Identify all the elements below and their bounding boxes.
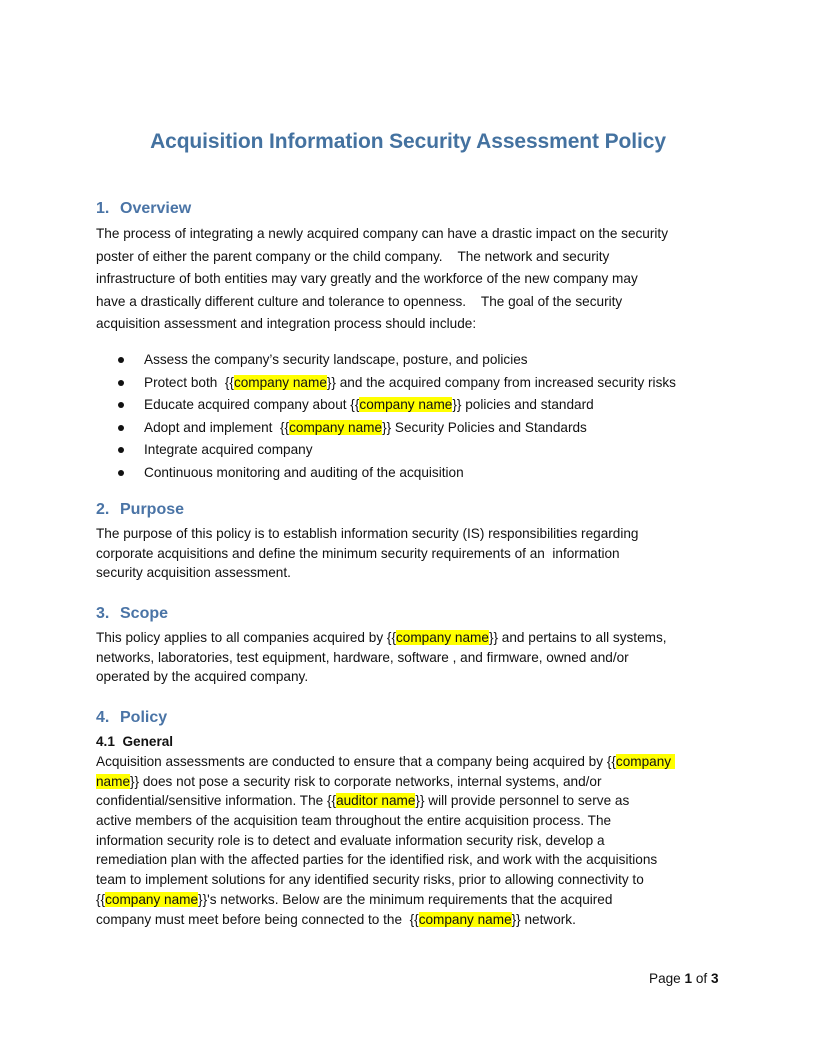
text-run: }} does not pose a security risk to corporate networks, internal systems, and/or xyxy=(130,773,602,789)
page-number-footer xyxy=(649,971,719,986)
list-item-text: Protect both {{ xyxy=(144,374,234,390)
bullet-icon xyxy=(118,470,124,476)
text-run: }} and pertains to all systems, xyxy=(488,630,667,645)
placeholder-highlight: company name xyxy=(396,630,489,645)
scope-paragraph xyxy=(96,628,726,687)
bullet-icon xyxy=(118,402,124,408)
text-line xyxy=(96,791,726,811)
placeholder-highlight: company name xyxy=(359,397,453,412)
list-item-text: }} policies and standard xyxy=(452,397,594,412)
overview-paragraph xyxy=(96,223,726,336)
text-run: company must meet before being connected to the {{ xyxy=(96,911,419,927)
section-number: 4. xyxy=(96,709,110,726)
of-label: of xyxy=(692,971,711,986)
placeholder-highlight: company name xyxy=(418,911,512,927)
list-item-text: Continuous monitoring and auditing of the acquisition xyxy=(144,464,464,480)
placeholder-highlight: company name xyxy=(289,419,383,435)
bullet-icon xyxy=(118,380,124,386)
bullet-icon xyxy=(118,447,124,453)
text-line: have a drastically different culture and tolerance to openness. The goal of the security xyxy=(96,293,623,309)
placeholder-highlight: company name xyxy=(233,374,327,390)
text-line: team to implement solutions for any identified security risks, prior to allowing connectivity to xyxy=(96,872,644,888)
bullet-icon xyxy=(118,357,124,363)
text-line: information security role is to detect and evaluate information security risk, develop a xyxy=(96,832,605,848)
text-line xyxy=(96,772,726,792)
text-line: active members of the acquisition team throughout the entire acquisition process. The xyxy=(96,813,612,829)
text-run: }}'s networks. Below are the minimum requirements that the acquired xyxy=(198,891,613,907)
list-item-text: Educate acquired company about {{ xyxy=(144,397,360,412)
text-line: The process of integrating a newly acquired company can have a drastic impact on the security xyxy=(96,226,668,241)
bullet-icon xyxy=(118,425,124,431)
page-label: Page xyxy=(649,971,685,986)
list-item-text: }} Security Policies and Standards xyxy=(382,419,587,435)
list-item-text: Adopt and implement {{ xyxy=(144,419,290,435)
subsection-heading-general: 4.1 General xyxy=(96,734,174,749)
text-run: Acquisition assessments are conducted to ensure that a company being acquired by {{ xyxy=(96,754,616,769)
placeholder-highlight: auditor name xyxy=(336,793,416,809)
section-title: Overview xyxy=(120,200,192,217)
section-heading-purpose xyxy=(96,501,184,519)
text-run: }} network. xyxy=(511,911,576,927)
text-line: operated by the acquired company. xyxy=(96,669,309,685)
section-number: 2. xyxy=(96,501,110,518)
placeholder-highlight: company xyxy=(615,754,675,769)
current-page: 1 xyxy=(684,971,693,986)
section-number: 1. xyxy=(96,200,110,217)
document-title: Acquisition Information Security Assessment Policy xyxy=(150,130,666,153)
section-heading-overview xyxy=(96,200,191,218)
placeholder-highlight: company name xyxy=(105,891,199,907)
section-heading-scope xyxy=(96,605,168,623)
list-item-text: Assess the company’s security landscape, posture, and policies xyxy=(144,352,528,367)
text-line: acquisition assessment and integration process should include: xyxy=(96,316,477,331)
section-title: Policy xyxy=(120,709,168,726)
text-line: poster of either the parent company or the child company. The network and security xyxy=(96,248,610,264)
text-line xyxy=(96,628,726,648)
text-line xyxy=(96,910,726,930)
text-line xyxy=(96,752,726,772)
policy-general-paragraph xyxy=(96,752,726,929)
text-run: {{ xyxy=(96,891,106,907)
list-item-text: }} and the acquired company from increased security risks xyxy=(326,374,676,390)
text-line: corporate acquisitions and define the minimum security requirements of an information xyxy=(96,545,620,561)
text-line: networks, laboratories, test equipment, hardware, software , and firmware, owned and/or xyxy=(96,649,629,665)
text-run: }} will provide personnel to serve as xyxy=(415,793,630,809)
section-number: 3. xyxy=(96,605,110,622)
section-title: Scope xyxy=(120,605,169,622)
purpose-paragraph xyxy=(96,524,726,583)
placeholder-highlight: name xyxy=(96,773,131,789)
text-run: confidential/sensitive information. The {{ xyxy=(96,793,337,809)
text-line: remediation plan with the affected parties for the identified risk, and work with the acquisitions xyxy=(96,852,658,868)
text-run: This policy applies to all companies acquired by {{ xyxy=(96,630,396,645)
text-line: The purpose of this policy is to establish information security (IS) responsibilities regarding xyxy=(96,526,639,541)
total-pages: 3 xyxy=(710,971,719,986)
section-title: Purpose xyxy=(120,501,185,518)
text-line: infrastructure of both entities may vary greatly and the workforce of the new company may xyxy=(96,271,638,286)
list-item-text: Integrate acquired company xyxy=(144,442,313,457)
text-line xyxy=(96,890,726,910)
section-heading-policy xyxy=(96,709,167,727)
text-line: security acquisition assessment. xyxy=(96,565,291,581)
